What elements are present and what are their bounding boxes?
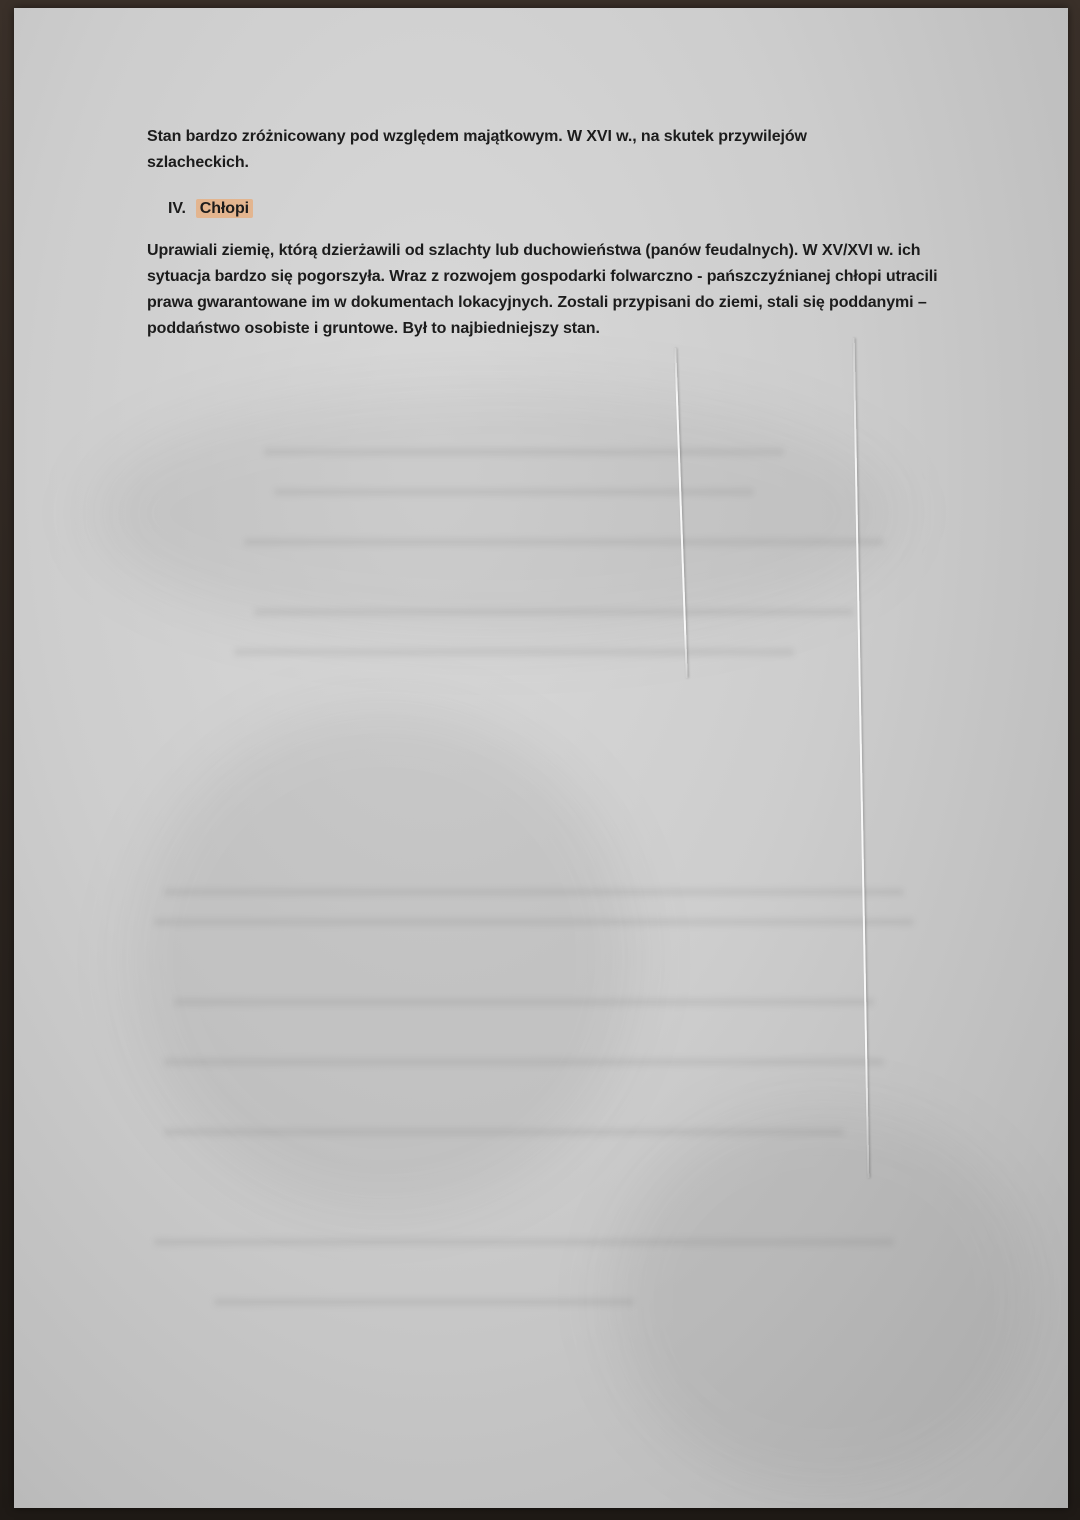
bleed-through-text — [244, 538, 884, 546]
section-title-highlighted: Chłopi — [196, 199, 253, 218]
bleed-through-text — [214, 1298, 634, 1306]
bleed-through-text — [164, 1128, 844, 1136]
paragraph-nobility-wealth: Stan bardzo zróżnicowany pod względem majątkowym. W XVI w., na skutek przywilejów szlacheckich. — [147, 128, 807, 171]
bleed-through-text — [274, 488, 754, 496]
bleed-through-text — [164, 888, 904, 896]
bleed-through-text — [154, 918, 914, 926]
bleed-through-text — [174, 998, 874, 1006]
bleed-through-text — [264, 448, 784, 456]
section-numeral: IV. — [168, 200, 186, 217]
bleed-through-text — [164, 1058, 884, 1066]
bleed-through-text — [254, 608, 854, 616]
paragraph-peasants: Uprawiali ziemię, którą dzierżawili od szlachty lub duchowieństwa (panów feudalnych). W XV/XVI w. ich sytuacja bardzo się pogorszyła. Wraz z rozwojem gospodarki folwarczno - pańszczyźnianej chłopi utracili prawa gwarantowane im w dokumentach lokacyjnych. Zostali przypisani do ziemi, stali się poddanymi – poddaństwo osobiste i gruntowe. Był to najbiedniejszy stan. — [147, 242, 938, 337]
paper-sheet — [14, 8, 1068, 1508]
section-heading — [168, 196, 253, 222]
bleed-through-text — [234, 648, 794, 656]
bleed-through-text — [154, 1238, 894, 1246]
paper-shadow — [94, 388, 894, 638]
paper-shadow — [614, 1108, 1034, 1488]
